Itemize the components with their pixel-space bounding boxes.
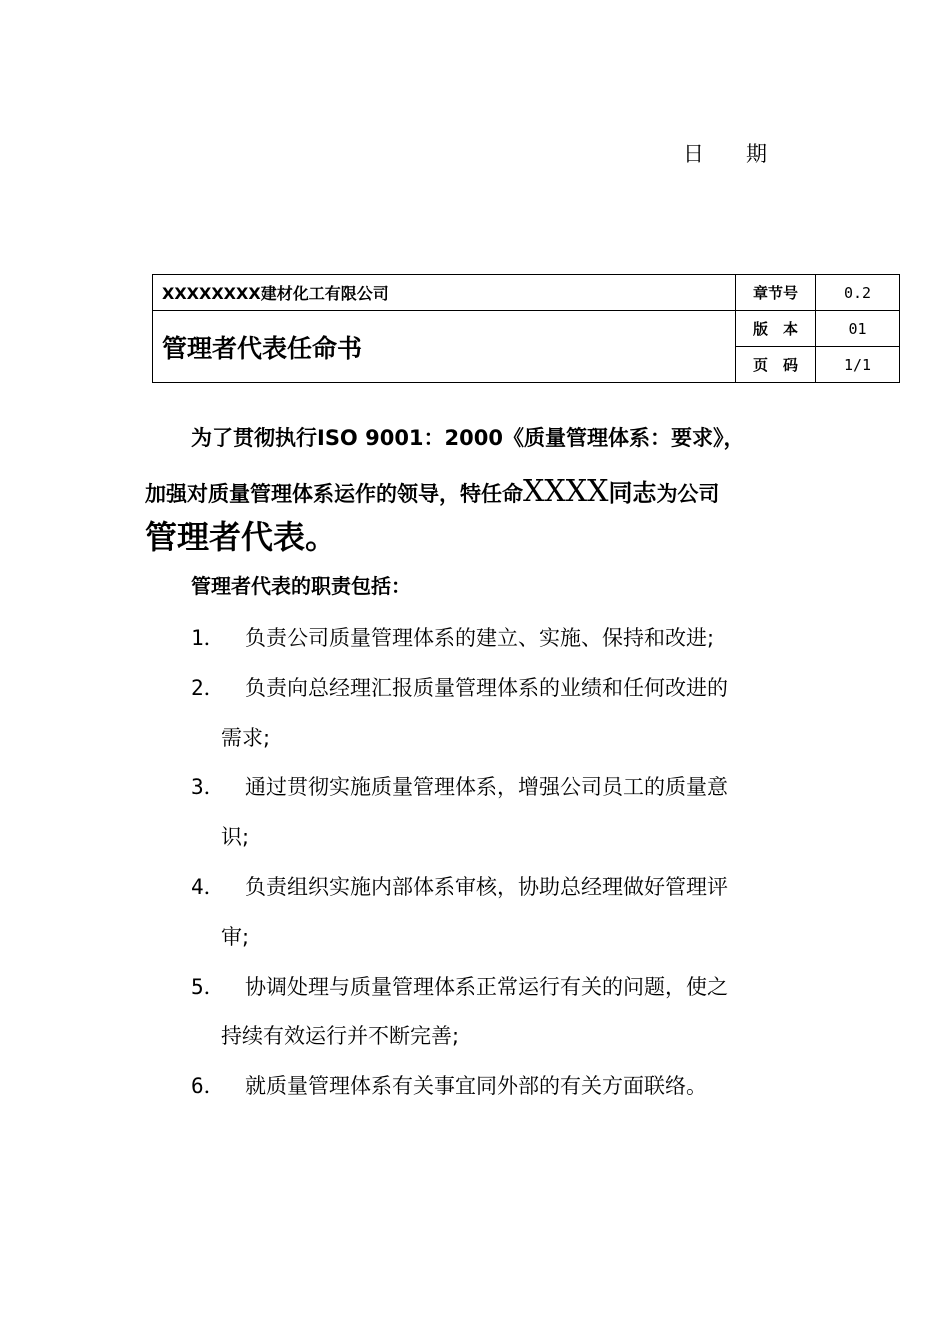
para2-text-b: 同志 bbox=[608, 479, 657, 507]
duty-text: 就质量管理体系有关事宜同外部的有关方面联络。 bbox=[245, 1074, 707, 1098]
page-label: 页 码 bbox=[736, 347, 816, 383]
duty-number: 1． bbox=[191, 626, 225, 650]
duty-number: 2． bbox=[191, 676, 225, 700]
appointment-paragraph-line2 bbox=[145, 473, 825, 509]
version-label: 版 本 bbox=[736, 311, 816, 347]
chapter-value: 0.2 bbox=[816, 275, 900, 311]
appointment-paragraph-line1: 为了贯彻执行ISO 9001：2000《质量管理体系：要求》， bbox=[191, 426, 745, 450]
duty-item-1 bbox=[191, 622, 714, 652]
company-name: XXXXXXXX建材化工有限公司 bbox=[153, 275, 736, 311]
duty-item-2-continued: 需求; bbox=[221, 726, 271, 750]
duty-text: 通过贯彻实施质量管理体系，增强公司员工的质量意 bbox=[245, 775, 728, 799]
duty-text: 负责公司质量管理体系的建立、实施、保持和改进; bbox=[245, 626, 715, 650]
appointment-paragraph-line3: 管理者代表。 bbox=[145, 518, 338, 556]
appointee-name: XXXX bbox=[523, 474, 609, 509]
duty-item-4-continued: 审; bbox=[221, 925, 250, 949]
duty-item-2 bbox=[191, 672, 728, 702]
duty-number: 6． bbox=[191, 1074, 225, 1098]
chapter-label: 章节号 bbox=[736, 275, 816, 311]
duty-number: 3． bbox=[191, 775, 225, 799]
duty-item-3-continued: 识; bbox=[221, 825, 250, 849]
duty-number: 4． bbox=[191, 875, 225, 899]
para2-text-a: 加强对质量管理体系运作的领导，特任命 bbox=[145, 482, 523, 506]
date-label: 日 期 bbox=[683, 142, 767, 166]
duty-item-3 bbox=[191, 771, 728, 801]
version-value: 01 bbox=[816, 311, 900, 347]
duty-text: 负责组织实施内部体系审核，协助总经理做好管理评 bbox=[245, 875, 728, 899]
document-header-table bbox=[152, 274, 900, 383]
duty-item-4 bbox=[191, 871, 728, 901]
duty-item-6 bbox=[191, 1070, 707, 1100]
duty-item-5 bbox=[191, 971, 728, 1001]
duty-item-5-continued: 持续有效运行并不断完善; bbox=[221, 1024, 460, 1048]
page-value: 1/1 bbox=[816, 347, 900, 383]
duties-heading: 管理者代表的职责包括： bbox=[191, 574, 411, 598]
para2-text-c: 为公司 bbox=[656, 482, 720, 506]
duty-text: 负责向总经理汇报质量管理体系的业绩和任何改进的 bbox=[245, 676, 728, 700]
duty-text: 协调处理与质量管理体系正常运行有关的问题，使之 bbox=[245, 975, 728, 999]
document-title: 管理者代表任命书 bbox=[153, 311, 736, 383]
duty-number: 5． bbox=[191, 975, 225, 999]
